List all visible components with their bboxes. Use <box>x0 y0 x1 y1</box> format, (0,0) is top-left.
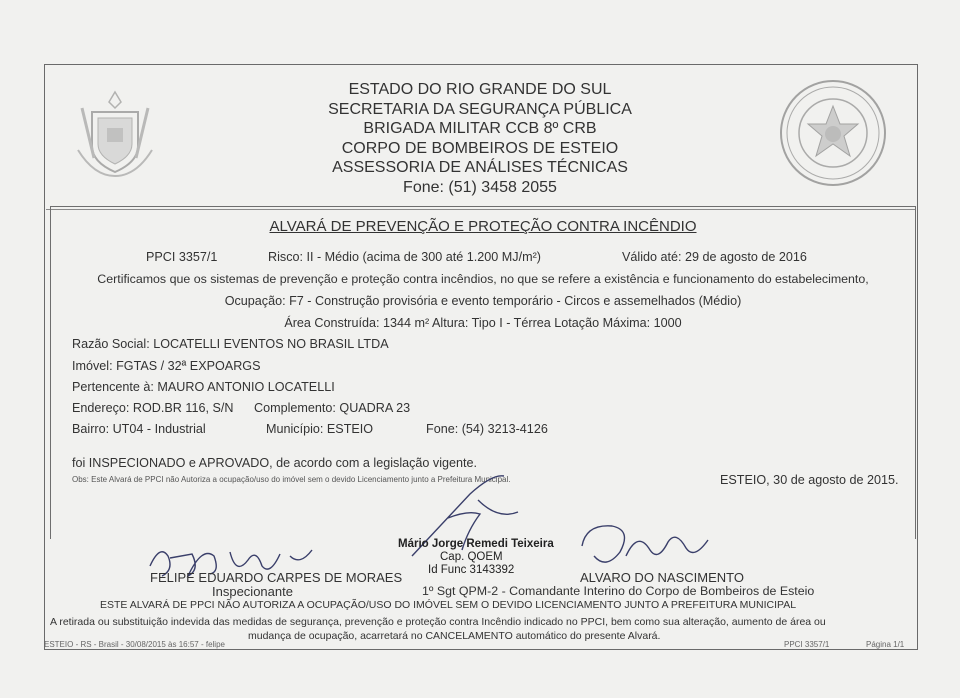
property: Imóvel: FGTAS / 32ª EXPOARGS <box>72 359 261 373</box>
print-info: ESTEIO - RS - Brasil - 30/08/2015 às 16:57 - felipe <box>44 640 225 649</box>
certification-text: Certificamos que os sistemas de prevenção e proteção contra incêndios, no que se refere a existência e funcionamento do estabelecimento, <box>97 272 869 286</box>
issuer-header <box>180 80 780 198</box>
phone: Fone: (54) 3213-4126 <box>426 422 548 436</box>
commander-signature-icon <box>576 516 716 576</box>
observation-note: Obs: Este Alvará de PPCI não Autoriza a ocupação/uso do imóvel sem o devido Licenciamento junto a Prefeitura Municipal. <box>72 475 511 484</box>
company-name: Razão Social: LOCATELLI EVENTOS NO BRASIL LTDA <box>72 337 389 351</box>
commander-role: 1º Sgt QPM-2 - Comandante Interino do Corpo de Bombeiros de Esteio <box>422 584 815 598</box>
occupancy: Ocupação: F7 - Construção provisória e evento temporário - Circos e assemelhados (Médio) <box>224 294 742 308</box>
ppci-number: PPCI 3357/1 <box>146 250 218 264</box>
district: Bairro: UT04 - Industrial <box>72 422 206 436</box>
valid-until: Válido até: 29 de agosto de 2016 <box>622 250 807 264</box>
stamp-rank: Cap. QOEM <box>440 551 503 563</box>
ppci-reference: PPCI 3357/1 <box>784 640 830 649</box>
header-line-state: ESTADO DO RIO GRANDE DO SUL <box>348 81 612 98</box>
cancellation-note-line1: A retirada ou substituição indevida das medidas de segurança, prevenção e proteção contra Incêndio indicado no PPCI, bem como sua alteração, aumento de área ou <box>50 616 826 628</box>
commander-name: ALVARO DO NASCIMENTO <box>580 570 744 585</box>
inspection-result: foi INSPECIONADO e APROVADO, de acordo com a legislação vigente. <box>72 456 478 470</box>
address: Endereço: ROD.BR 116, S/N <box>72 401 234 415</box>
stamp-name: Mário Jorge Remedi Teixeira <box>398 538 554 550</box>
document-title: ALVARÁ DE PREVENÇÃO E PROTEÇÃO CONTRA INCÊNDIO <box>269 218 697 235</box>
page-number: Página 1/1 <box>866 640 905 649</box>
state-coat-of-arms-icon <box>74 88 156 180</box>
built-area: Área Construída: 1344 m² Altura: Tipo I - Térrea Lotação Máxima: 1000 <box>284 316 682 330</box>
header-line-advisory: ASSESSORIA DE ANÁLISES TÉCNICAS <box>332 159 628 177</box>
place-and-date: ESTEIO, 30 de agosto de 2015. <box>720 473 899 487</box>
inspector-role: Inspecionante <box>212 584 293 599</box>
header-line-fire-corps: CORPO DE BOMBEIROS DE ESTEIO <box>341 139 619 157</box>
address-complement: Complemento: QUADRA 23 <box>254 401 411 415</box>
owner: Pertencente à: MAURO ANTONIO LOCATELLI <box>72 380 335 394</box>
header-line-brigade: BRIGADA MILITAR CCB 8º CRB <box>363 120 597 138</box>
risk-level: Risco: II - Médio (acima de 300 até 1.200 MJ/m²) <box>268 250 541 264</box>
inspector-name: FELIPE EDUARDO CARPES DE MORAES <box>150 570 403 585</box>
cancellation-note-line2: mudança de ocupação, acarretará no CANCELAMENTO automático do presente Alvará. <box>248 630 661 642</box>
fire-brigade-seal-icon <box>778 78 888 188</box>
authorization-warning: ESTE ALVARÁ DE PPCI NÃO AUTORIZA A OCUPAÇÃO/USO DO IMÓVEL SEM O DEVIDO LICENCIAMENTO JUNTO A PREFEITURA MUNICIPAL <box>100 599 797 611</box>
official-stamp <box>398 538 554 577</box>
header-line-phone: Fone: (51) 3458 2055 <box>403 178 557 196</box>
stamp-id: Id Func 3143392 <box>428 564 515 576</box>
header-line-secretariat: SECRETARIA DA SEGURANÇA PÚBLICA <box>328 100 632 118</box>
municipality: Município: ESTEIO <box>266 422 374 436</box>
